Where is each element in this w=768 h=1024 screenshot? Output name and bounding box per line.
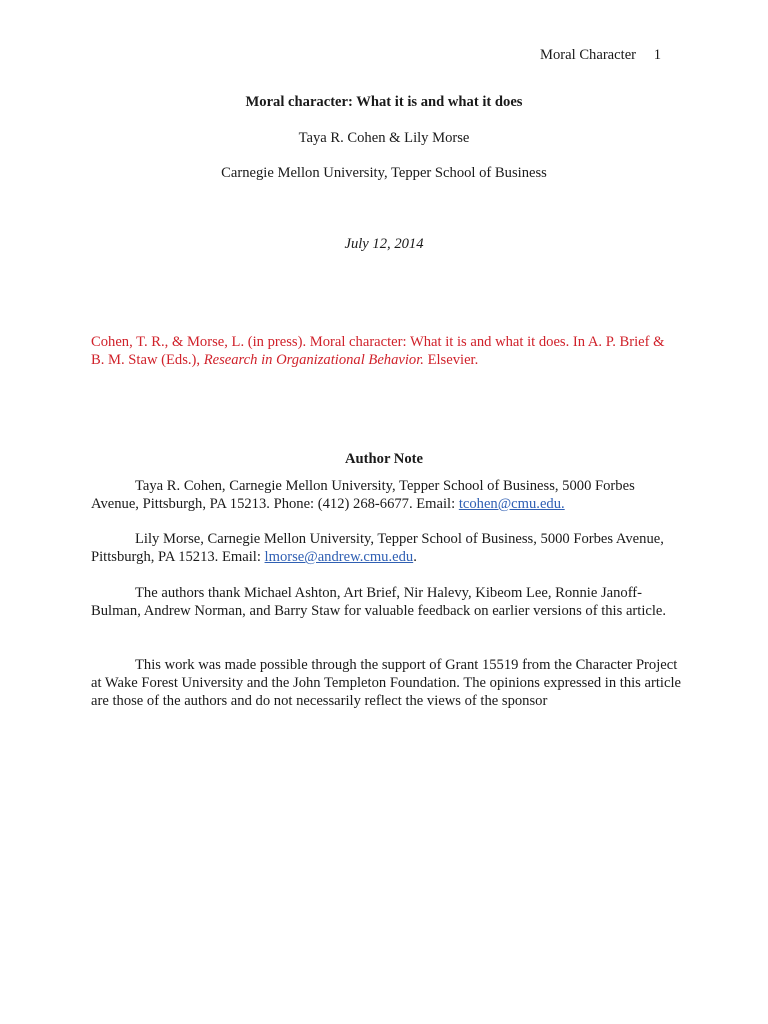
paper-title: Moral character: What it is and what it does bbox=[245, 94, 523, 110]
page-number: 1 bbox=[653, 47, 661, 63]
citation bbox=[91, 333, 681, 369]
date: July 12, 2014 bbox=[344, 236, 424, 252]
paragraph-2-end: . bbox=[413, 549, 417, 565]
citation-prefix: Cohen, T. R., & Morse, L. (in press). Moral character: What it is and what it does. In A. P. Brief & B. M. Staw (Eds.), bbox=[91, 334, 665, 368]
affiliation: Carnegie Mellon University, Tepper School of Business bbox=[221, 165, 547, 181]
email-link-cohen[interactable]: tcohen@cmu.edu. bbox=[458, 496, 565, 512]
author-note-paragraph-4: This work was made possible through the support of Grant 15519 from the Character Project at Wake Forest University and the John Templeton Foundation. The opinions expressed in this article are those of the authors and do not necessarily reflect the views of the sponsor bbox=[91, 657, 681, 709]
citation-journal: Research in Organizational Behavior. bbox=[203, 352, 424, 368]
author-note-paragraph-2 bbox=[91, 530, 681, 566]
citation-suffix: Elsevier. bbox=[423, 352, 479, 368]
author-note-heading: Author Note bbox=[345, 451, 423, 467]
author-names: Taya R. Cohen & Lily Morse bbox=[298, 130, 470, 146]
running-head-title: Moral Character bbox=[540, 47, 637, 63]
author-note-paragraph-1 bbox=[91, 477, 681, 513]
author-note-paragraph-3: The authors thank Michael Ashton, Art Brief, Nir Halevy, Kibeom Lee, Ronnie Janoff-Bulman, Andrew Norman, and Barry Staw for valuable feedback on earlier versions of this article. bbox=[91, 585, 667, 619]
email-link-morse[interactable]: lmorse@andrew.cmu.edu bbox=[264, 549, 414, 565]
paragraph-1-text: Taya R. Cohen, Carnegie Mellon University, Tepper School of Business, 5000 Forbes Avenue, Pittsburgh, PA 15213. Phone: (412) 268-6677. Email: bbox=[91, 478, 635, 512]
running-head bbox=[540, 46, 680, 64]
paragraph-2-text: Lily Morse, Carnegie Mellon University, Tepper School of Business, 5000 Forbes Avenue, Pittsburgh, PA 15213. Email: bbox=[91, 531, 664, 565]
